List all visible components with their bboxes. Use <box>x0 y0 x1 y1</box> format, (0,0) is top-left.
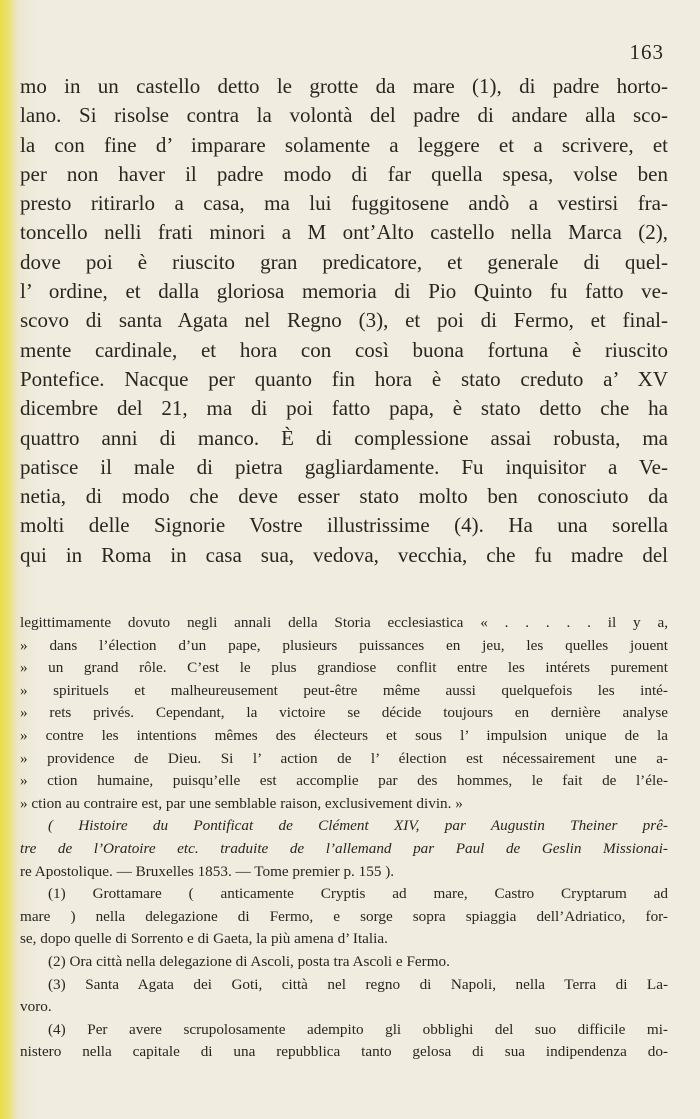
citation-line: tre de l’Oratoire etc. traduite de l’allemand par Paul de Geslin Missionai- <box>20 839 668 857</box>
body-line: scovo di santa Agata nel Regno (3), et poi di Fermo, et final- <box>20 308 668 333</box>
body-line: patisce il male di pietra gagliardamente. Fu inquisitor a Ve- <box>20 454 668 479</box>
footnote-line: (2) Ora città nella delegazione di Ascoli, posta tra Ascoli e Fermo. <box>48 952 450 970</box>
body-line: toncello nelli frati minori a M ont’Alto castello nella Marca (2), <box>20 220 668 245</box>
body-line: presto ritirarlo a casa, ma lui fuggitosene andò a vestirsi fra- <box>20 191 668 216</box>
body-line: dicembre del 21, ma di poi fatto papa, è stato detto che ha <box>20 396 668 421</box>
body-line: molti delle Signorie Vostre illustrissime (4). Ha una sorella <box>20 513 668 538</box>
footnote-1 <box>20 883 668 951</box>
citation-line: re Apostolique. — Bruxelles 1853. — Tome premier p. 155 ). <box>20 862 395 880</box>
footnote-line: voro. <box>20 998 52 1016</box>
footnote-line: » spirituels et malheureusement peut-être même aussi quelquefois les inté- <box>20 681 668 699</box>
body-line: netia, di modo che deve esser stato molto ben conosciuto da <box>20 484 668 509</box>
footnote-line: nistero nella capitale di una repubblica tanto gelosa di sua indipendenza do- <box>20 1043 668 1061</box>
footnote-line: (4) Per avere scrupolosamente adempito gli obblighi del suo difficile mi- <box>48 1020 668 1038</box>
citation-line: ( Histoire du Pontificat de Clément XIV, par Augustin Theiner prê- <box>48 817 668 835</box>
main-text <box>20 72 668 570</box>
body-line: dove poi è riuscito gran predicatore, et generale di quel- <box>20 249 668 274</box>
body-line: la con fine d’ imparare solamente a leggere et a scrivere, et <box>20 132 668 157</box>
footnote-line: » un grand rôle. C’est le plus grandiose conflit entre les intérets purement <box>20 659 668 677</box>
body-line: Pontefice. Nacque per quanto fin hora è stato creduto a’ XV <box>20 366 668 391</box>
footnote-line: (3) Santa Agata dei Goti, città nel regno di Napoli, nella Terra di La- <box>48 975 668 993</box>
footnote-line: » contre les intentions mêmes des électeurs et sous l’ impulsion unique de la <box>20 726 668 744</box>
footnote-line: mare ) nella delegazione di Fermo, e sorge sopra spiaggia dell’Adriatico, for- <box>20 907 668 925</box>
footnote-line: legittimamente dovuto negli annali della Storia ecclesiastica « . . . . . il y a, <box>20 614 668 631</box>
footnote-quote <box>20 612 668 815</box>
footnote-2 <box>20 951 668 974</box>
footnote-line: » dans l’élection d’un pape, plusieurs puissances en jeu, les quelles jouent <box>20 636 668 654</box>
body-line: quattro anni di manco. È di complessione assai robusta, ma <box>20 425 668 450</box>
footnote-line: se, dopo quelle di Sorrento e di Gaeta, la più amena d’ Italia. <box>20 930 388 948</box>
body-line: per non haver il padre modo di far quella spesa, volse ben <box>20 161 668 186</box>
footnote-4 <box>20 1019 668 1064</box>
body-line: l’ ordine, et dalla gloriosa memoria di Pio Quinto fu fatto ve- <box>20 279 668 304</box>
footnote-line: » rets privés. Cependant, la victoire se décide toujours en dernière analyse <box>20 704 668 722</box>
page-number: 163 <box>629 40 664 64</box>
footnote-line: » providence de Dieu. Si l’ action de l’ élection est nécessairement une a- <box>20 749 668 767</box>
footnote-line: (1) Grottamare ( anticamente Cryptis ad mare, Castro Cryptarum ad <box>48 885 668 903</box>
footnotes <box>20 612 668 1064</box>
body-line: lano. Si risolse contra la volontà del padre di andare alla sco- <box>20 103 668 128</box>
footnote-line: » ction humaine, puisqu’elle est accomplie par des hommes, le fait de l’éle- <box>20 772 668 790</box>
body-line: qui in Roma in casa sua, vedova, vecchia, che fu madre del <box>20 542 668 567</box>
body-line: mente cardinale, et hora con così buona fortuna è riuscito <box>20 337 668 362</box>
body-line: mo in un castello detto le grotte da mare (1), di padre horto- <box>20 74 668 98</box>
footnote-citation <box>20 815 668 883</box>
footnote-3 <box>20 974 668 1019</box>
footnote-line: » ction au contraire est, par une semblable raison, exclusivement divin. » <box>20 794 463 812</box>
